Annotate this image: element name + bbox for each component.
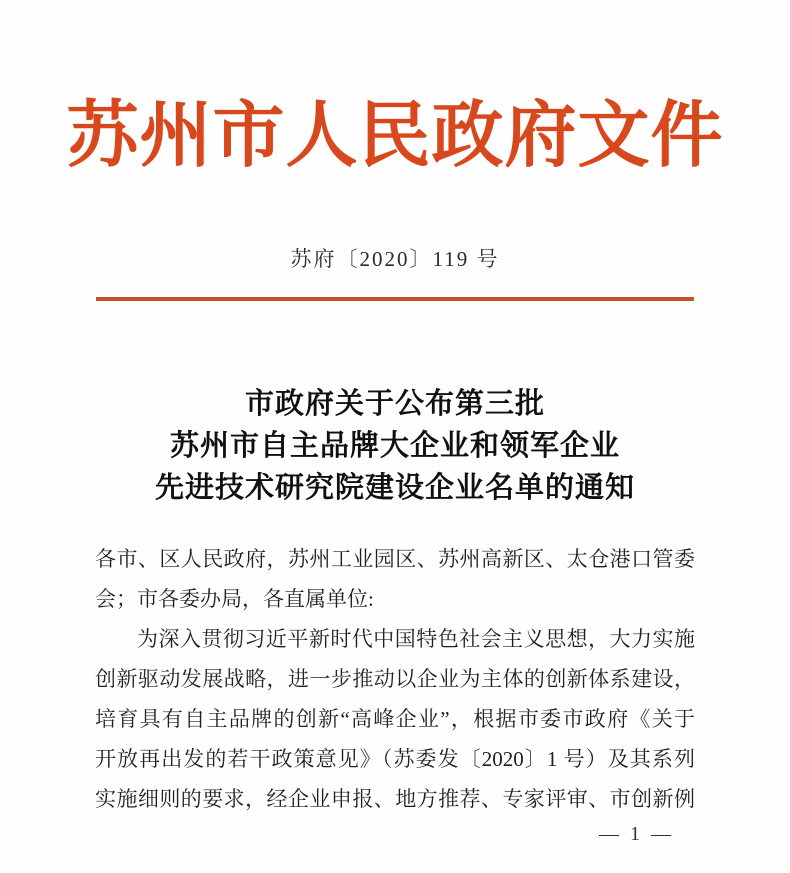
- body-line-paragraph-1: 为深入贯彻习近平新时代中国特色社会主义思想，大力实施: [137, 627, 695, 651]
- title-line-3: 先进技术研究院建设企业名单的通知: [154, 472, 635, 504]
- page-number: — 1 —: [599, 823, 674, 845]
- document-number: 苏府〔2020〕119 号: [290, 247, 500, 271]
- body-line-paragraph-4: 开放再出发的若干政策意见》（苏委发〔2020〕1 号）及其系列: [95, 747, 695, 771]
- body-line-paragraph-3: 培育具有自主品牌的创新“高峰企业”，根据市委市政府《关于: [95, 707, 695, 731]
- body-line-recipients-2: 会；市各委办局，各直属单位:: [95, 587, 374, 611]
- body-line-paragraph-5: 实施细则的要求，经企业申报、地方推荐、专家评审、市创新例: [95, 787, 695, 811]
- body-line-recipients-1: 各市、区人民政府，苏州工业园区、苏州高新区、太仓港口管委: [95, 547, 695, 571]
- title-line-2: 苏州市自主品牌大企业和领军企业: [169, 430, 620, 462]
- red-divider-line: [96, 297, 694, 301]
- body-line-paragraph-2: 创新驱动发展战略，进一步推动以企业为主体的创新体系建设，: [95, 667, 695, 691]
- title-line-1: 市政府关于公布第三批: [244, 388, 545, 420]
- document-body: [95, 539, 695, 819]
- document-masthead: 苏州市人民政府文件: [66, 96, 724, 176]
- document-title: [0, 383, 790, 509]
